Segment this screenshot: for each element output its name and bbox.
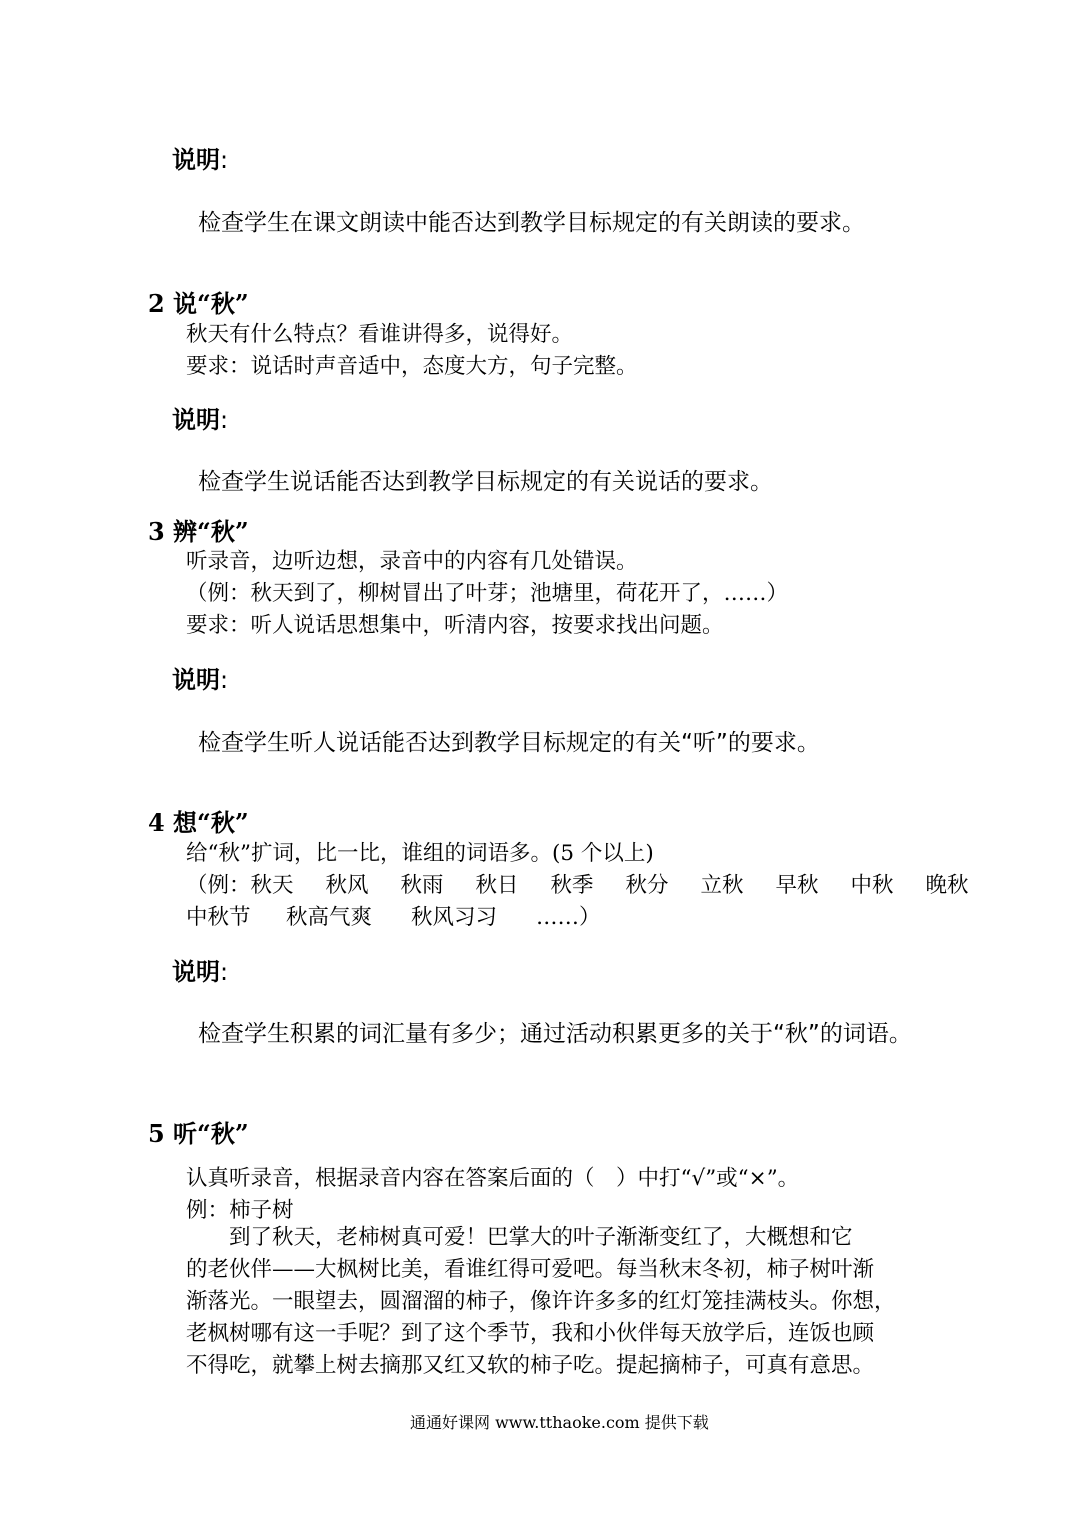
body-line: 例：柿子树 [186, 1198, 294, 1223]
example-word: 秋高气爽 [286, 905, 373, 930]
section-heading: 3 辨“秋” [148, 517, 249, 546]
body-line: 要求：听人说话思想集中，听清内容，按要求找出问题。 [186, 613, 724, 638]
word-examples-row [186, 868, 969, 899]
explanation-label: 说明: [172, 666, 229, 694]
example-word: 中秋 [850, 873, 894, 898]
paragraph-line: 的老伙伴——大枫树比美，看谁红得可爱吧。每当秋末冬初，柿子树叶渐 [186, 1257, 875, 1282]
section-heading: 5 听“秋” [148, 1119, 249, 1148]
section-heading: 2 说“秋” [148, 289, 249, 318]
example-word: 秋雨 [400, 873, 444, 898]
example-word: 早秋 [775, 873, 819, 898]
example-word: 秋日 [475, 873, 519, 898]
example-word: 秋季 [550, 873, 594, 898]
body-line: 听录音，边听边想，录音中的内容有几处错误。 [186, 549, 638, 574]
example-word: 秋风 [325, 873, 369, 898]
paragraph-line: 老枫树哪有这一手呢？到了这个季节，我和小伙伴每天放学后，连饭也顾 [186, 1321, 875, 1346]
example-word: 秋风习习 [411, 905, 498, 930]
body-line: 认真听录音，根据录音内容在答案后面的（ ）中打“√”或“×”。 [186, 1166, 800, 1191]
section-heading: 4 想“秋” [148, 808, 249, 837]
example-word: 秋分 [625, 873, 669, 898]
body-line: 秋天有什么特点？看谁讲得多，说得好。 [186, 322, 574, 347]
example-word: ……） [536, 905, 601, 930]
paragraph-line: 渐落光。一眼望去，圆溜溜的柿子，像许许多多的红灯笼挂满枝头。你想， [186, 1289, 896, 1314]
example-word: 中秋节 [186, 905, 251, 930]
story-paragraph [186, 1222, 1001, 1382]
explanation-label: 说明: [172, 406, 229, 434]
paragraph-line: 到了秋天，老柿树真可爱！巴掌大的叶子渐渐变红了，大概想和它 [186, 1225, 853, 1250]
example-word: 晚秋 [925, 873, 969, 898]
paragraph-line: 不得吃，就攀上树去摘那又红又软的柿子吃。提起摘柿子，可真有意思。 [186, 1353, 875, 1378]
example-word: 立秋 [700, 873, 744, 898]
page-footer: 通通好课网 www.tthaoke.com 提供下载 [410, 1413, 709, 1432]
explanation-label: 说明: [172, 958, 229, 986]
examples-open: （例： [186, 873, 251, 898]
body-line: 要求：说话时声音适中，态度大方，句子完整。 [186, 354, 638, 379]
explanation-text: 检查学生在课文朗读中能否达到教学目标规定的有关朗读的要求。 [198, 210, 865, 236]
explanation-label: 说明: [172, 146, 229, 174]
body-line: 给“秋”扩词，比一比，谁组的词语多。(5 个以上) [186, 841, 654, 866]
word-examples-row [186, 900, 601, 931]
explanation-text: 检查学生积累的词汇量有多少；通过活动积累更多的关于“秋”的词语。 [198, 1021, 912, 1047]
body-line: （例：秋天到了，柳树冒出了叶芽；池塘里，荷花开了，……） [186, 581, 789, 606]
example-word: 秋天 [250, 873, 294, 898]
explanation-text: 检查学生说话能否达到教学目标规定的有关说话的要求。 [198, 469, 773, 495]
explanation-text: 检查学生听人说话能否达到教学目标规定的有关“听”的要求。 [198, 730, 820, 756]
